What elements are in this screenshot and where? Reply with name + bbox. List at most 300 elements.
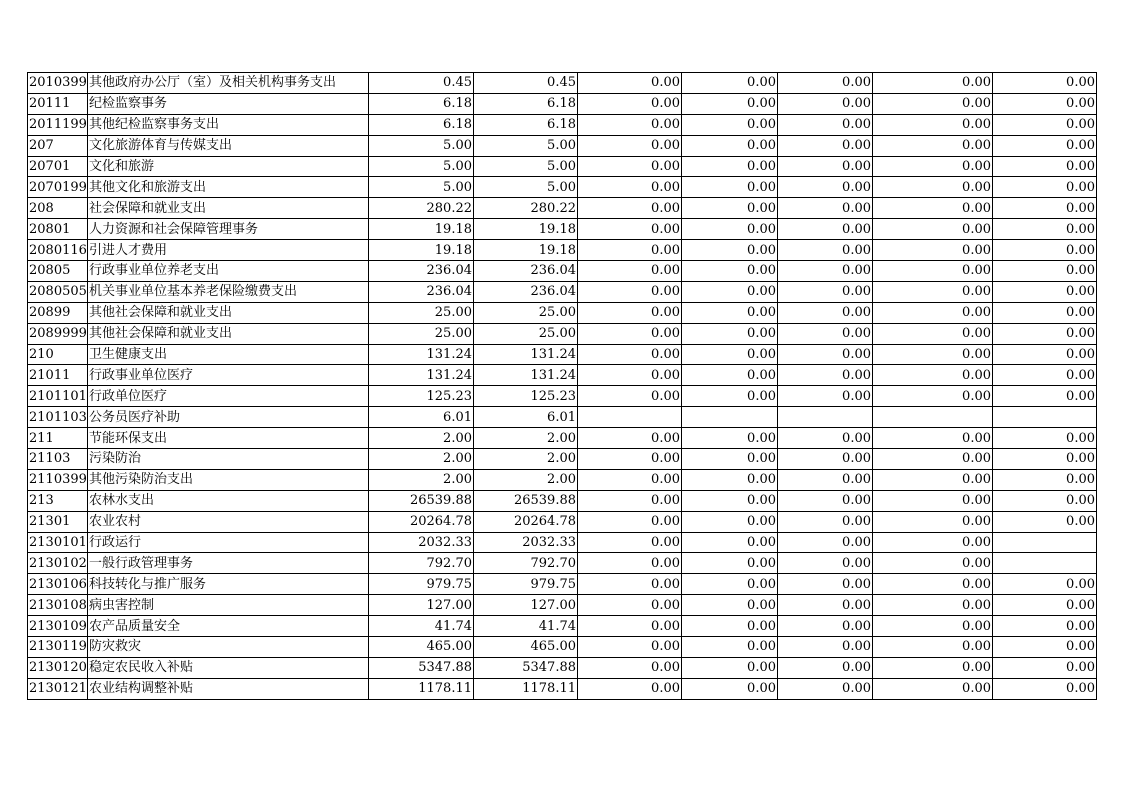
subject-code-cell: 2130120 (28, 657, 88, 678)
subject-name-cell: 行政单位医疗 (88, 386, 369, 407)
amount-cell: 0.00 (682, 574, 778, 595)
subject-name-cell: 其他社会保障和就业支出 (88, 323, 369, 344)
amount-cell: 236.04 (474, 261, 578, 282)
amount-cell: 0.00 (993, 261, 1097, 282)
amount-cell: 792.70 (474, 553, 578, 574)
amount-cell: 0.00 (778, 156, 873, 177)
subject-code-cell: 2080505 (28, 281, 88, 302)
subject-name-cell: 科技转化与推广服务 (88, 574, 369, 595)
amount-cell: 0.00 (578, 219, 682, 240)
amount-cell: 0.00 (578, 532, 682, 553)
amount-cell: 41.74 (474, 616, 578, 637)
amount-cell: 0.00 (682, 678, 778, 699)
amount-cell: 0.00 (578, 595, 682, 616)
amount-cell: 465.00 (474, 637, 578, 658)
amount-cell: 0.00 (778, 616, 873, 637)
amount-cell: 6.18 (369, 93, 474, 114)
amount-cell: 0.00 (993, 657, 1097, 678)
amount-cell: 0.00 (873, 553, 993, 574)
amount-cell: 0.00 (778, 637, 873, 658)
amount-cell: 25.00 (474, 302, 578, 323)
amount-cell: 5347.88 (369, 657, 474, 678)
amount-cell: 0.00 (682, 637, 778, 658)
amount-cell: 0.00 (993, 637, 1097, 658)
table-row (28, 156, 1097, 177)
amount-cell: 0.00 (578, 511, 682, 532)
amount-cell: 0.00 (778, 678, 873, 699)
amount-cell: 0.00 (993, 302, 1097, 323)
amount-cell: 0.00 (682, 93, 778, 114)
amount-cell: 5.00 (474, 135, 578, 156)
amount-cell: 0.00 (993, 469, 1097, 490)
subject-code-cell: 2089999 (28, 323, 88, 344)
amount-cell: 0.00 (578, 490, 682, 511)
amount-cell: 0.00 (873, 73, 993, 94)
amount-cell: 0.00 (682, 616, 778, 637)
subject-code-cell: 2130108 (28, 595, 88, 616)
amount-cell: 0.00 (682, 365, 778, 386)
amount-cell: 0.00 (993, 114, 1097, 135)
table-row (28, 114, 1097, 135)
amount-cell (578, 407, 682, 428)
amount-cell: 5.00 (369, 177, 474, 198)
amount-cell: 0.00 (993, 678, 1097, 699)
amount-cell: 0.00 (578, 323, 682, 344)
table-row (28, 135, 1097, 156)
amount-cell: 0.00 (778, 219, 873, 240)
amount-cell: 0.00 (778, 302, 873, 323)
amount-cell: 0.00 (778, 135, 873, 156)
subject-code-cell: 2011199 (28, 114, 88, 135)
table-row (28, 261, 1097, 282)
table-row (28, 428, 1097, 449)
subject-name-cell: 一般行政管理事务 (88, 553, 369, 574)
subject-name-cell: 病虫害控制 (88, 595, 369, 616)
amount-cell: 0.00 (778, 532, 873, 553)
amount-cell: 0.00 (778, 574, 873, 595)
table-row (28, 177, 1097, 198)
amount-cell: 25.00 (369, 302, 474, 323)
amount-cell: 0.00 (682, 595, 778, 616)
amount-cell: 0.00 (873, 616, 993, 637)
subject-code-cell: 2010399 (28, 73, 88, 94)
amount-cell: 0.00 (578, 73, 682, 94)
budget-expenditure-table (27, 72, 1097, 700)
amount-cell: 0.00 (578, 240, 682, 261)
amount-cell: 0.00 (578, 637, 682, 658)
table-row (28, 198, 1097, 219)
amount-cell: 0.00 (778, 323, 873, 344)
amount-cell: 125.23 (369, 386, 474, 407)
amount-cell: 0.00 (993, 344, 1097, 365)
amount-cell: 0.00 (682, 386, 778, 407)
amount-cell: 0.00 (993, 428, 1097, 449)
amount-cell: 0.00 (993, 93, 1097, 114)
amount-cell: 0.45 (369, 73, 474, 94)
amount-cell: 236.04 (369, 281, 474, 302)
amount-cell: 0.00 (578, 616, 682, 637)
amount-cell: 0.00 (778, 114, 873, 135)
table-row (28, 616, 1097, 637)
amount-cell: 127.00 (474, 595, 578, 616)
amount-cell: 125.23 (474, 386, 578, 407)
amount-cell: 0.00 (993, 386, 1097, 407)
subject-code-cell: 21301 (28, 511, 88, 532)
amount-cell: 26539.88 (474, 490, 578, 511)
amount-cell: 0.00 (873, 198, 993, 219)
amount-cell: 0.00 (682, 135, 778, 156)
amount-cell: 0.00 (578, 177, 682, 198)
amount-cell: 0.00 (873, 156, 993, 177)
amount-cell: 0.00 (873, 595, 993, 616)
subject-code-cell: 2130109 (28, 616, 88, 637)
amount-cell: 0.00 (873, 469, 993, 490)
amount-cell: 5.00 (369, 156, 474, 177)
subject-name-cell: 公务员医疗补助 (88, 407, 369, 428)
amount-cell (993, 532, 1097, 553)
amount-cell: 0.00 (873, 281, 993, 302)
subject-name-cell: 人力资源和社会保障管理事务 (88, 219, 369, 240)
amount-cell: 6.18 (369, 114, 474, 135)
amount-cell: 2.00 (474, 469, 578, 490)
amount-cell: 0.00 (873, 135, 993, 156)
amount-cell: 41.74 (369, 616, 474, 637)
table-row (28, 469, 1097, 490)
subject-code-cell: 211 (28, 428, 88, 449)
amount-cell: 0.00 (873, 428, 993, 449)
subject-code-cell: 20899 (28, 302, 88, 323)
amount-cell: 5.00 (474, 156, 578, 177)
amount-cell: 131.24 (369, 344, 474, 365)
amount-cell: 0.00 (993, 511, 1097, 532)
amount-cell: 0.00 (682, 657, 778, 678)
amount-cell: 0.00 (993, 490, 1097, 511)
amount-cell: 0.00 (578, 428, 682, 449)
subject-code-cell: 2130102 (28, 553, 88, 574)
amount-cell: 0.00 (873, 386, 993, 407)
subject-code-cell: 2101103 (28, 407, 88, 428)
subject-name-cell: 引进人才费用 (88, 240, 369, 261)
subject-code-cell: 2080116 (28, 240, 88, 261)
subject-name-cell: 行政运行 (88, 532, 369, 553)
subject-name-cell: 其他纪检监察事务支出 (88, 114, 369, 135)
amount-cell: 6.18 (474, 114, 578, 135)
amount-cell: 0.00 (873, 657, 993, 678)
subject-name-cell: 文化旅游体育与传媒支出 (88, 135, 369, 156)
subject-code-cell: 21103 (28, 449, 88, 470)
subject-code-cell: 20805 (28, 261, 88, 282)
amount-cell: 0.00 (578, 574, 682, 595)
amount-cell: 0.00 (993, 365, 1097, 386)
amount-cell: 0.00 (873, 490, 993, 511)
amount-cell: 0.00 (682, 114, 778, 135)
amount-cell (682, 407, 778, 428)
table-row (28, 73, 1097, 94)
amount-cell: 0.00 (778, 261, 873, 282)
amount-cell: 0.00 (682, 428, 778, 449)
subject-name-cell: 社会保障和就业支出 (88, 198, 369, 219)
subject-code-cell: 20801 (28, 219, 88, 240)
subject-code-cell: 207 (28, 135, 88, 156)
amount-cell: 0.00 (578, 678, 682, 699)
amount-cell: 0.00 (682, 449, 778, 470)
subject-code-cell: 2070199 (28, 177, 88, 198)
amount-cell: 280.22 (369, 198, 474, 219)
amount-cell: 0.00 (993, 135, 1097, 156)
subject-code-cell: 2101101 (28, 386, 88, 407)
subject-name-cell: 行政事业单位养老支出 (88, 261, 369, 282)
amount-cell: 0.00 (778, 449, 873, 470)
amount-cell (993, 407, 1097, 428)
amount-cell: 20264.78 (474, 511, 578, 532)
amount-cell: 2.00 (474, 428, 578, 449)
amount-cell: 0.00 (993, 616, 1097, 637)
subject-name-cell: 防灾救灾 (88, 637, 369, 658)
table-row (28, 532, 1097, 553)
amount-cell: 0.00 (873, 261, 993, 282)
amount-cell: 0.00 (778, 344, 873, 365)
amount-cell: 979.75 (369, 574, 474, 595)
subject-code-cell: 20701 (28, 156, 88, 177)
amount-cell: 280.22 (474, 198, 578, 219)
amount-cell: 0.00 (682, 198, 778, 219)
amount-cell: 0.00 (993, 177, 1097, 198)
subject-code-cell: 208 (28, 198, 88, 219)
subject-name-cell: 农林水支出 (88, 490, 369, 511)
amount-cell: 0.00 (993, 73, 1097, 94)
amount-cell: 0.00 (778, 428, 873, 449)
amount-cell: 0.00 (873, 93, 993, 114)
amount-cell: 6.01 (369, 407, 474, 428)
amount-cell: 0.00 (778, 177, 873, 198)
amount-cell: 0.00 (993, 240, 1097, 261)
amount-cell: 0.00 (682, 281, 778, 302)
table-row (28, 365, 1097, 386)
subject-code-cell: 20111 (28, 93, 88, 114)
amount-cell: 0.00 (873, 323, 993, 344)
amount-cell: 0.00 (778, 198, 873, 219)
amount-cell: 0.00 (682, 490, 778, 511)
amount-cell: 127.00 (369, 595, 474, 616)
amount-cell: 0.00 (873, 637, 993, 658)
amount-cell: 6.01 (474, 407, 578, 428)
subject-code-cell: 213 (28, 490, 88, 511)
amount-cell: 0.00 (578, 469, 682, 490)
amount-cell: 131.24 (474, 344, 578, 365)
amount-cell: 20264.78 (369, 511, 474, 532)
amount-cell: 0.00 (993, 595, 1097, 616)
amount-cell: 2.00 (474, 449, 578, 470)
amount-cell (873, 407, 993, 428)
amount-cell: 0.00 (873, 449, 993, 470)
amount-cell: 25.00 (474, 323, 578, 344)
amount-cell: 0.00 (578, 281, 682, 302)
subject-code-cell: 21011 (28, 365, 88, 386)
table-body (28, 73, 1097, 700)
amount-cell: 0.00 (778, 657, 873, 678)
amount-cell: 0.00 (578, 198, 682, 219)
subject-code-cell: 2110399 (28, 469, 88, 490)
amount-cell: 131.24 (369, 365, 474, 386)
amount-cell: 5347.88 (474, 657, 578, 678)
amount-cell: 2032.33 (369, 532, 474, 553)
amount-cell: 1178.11 (369, 678, 474, 699)
table-row (28, 595, 1097, 616)
amount-cell: 0.00 (873, 114, 993, 135)
amount-cell: 19.18 (474, 240, 578, 261)
amount-cell: 0.00 (873, 678, 993, 699)
amount-cell: 19.18 (369, 219, 474, 240)
table-row (28, 386, 1097, 407)
amount-cell: 0.45 (474, 73, 578, 94)
amount-cell: 0.00 (778, 73, 873, 94)
amount-cell: 0.00 (578, 135, 682, 156)
subject-name-cell: 其他污染防治支出 (88, 469, 369, 490)
amount-cell: 0.00 (682, 344, 778, 365)
table-row (28, 678, 1097, 699)
amount-cell: 0.00 (778, 469, 873, 490)
amount-cell: 2.00 (369, 449, 474, 470)
amount-cell: 0.00 (578, 449, 682, 470)
amount-cell: 6.18 (474, 93, 578, 114)
amount-cell: 19.18 (369, 240, 474, 261)
amount-cell: 0.00 (778, 240, 873, 261)
amount-cell: 0.00 (578, 386, 682, 407)
amount-cell: 0.00 (578, 302, 682, 323)
amount-cell: 0.00 (778, 93, 873, 114)
amount-cell: 2.00 (369, 428, 474, 449)
subject-name-cell: 稳定农民收入补贴 (88, 657, 369, 678)
amount-cell: 0.00 (993, 198, 1097, 219)
table-row (28, 323, 1097, 344)
subject-code-cell: 2130121 (28, 678, 88, 699)
table-row (28, 302, 1097, 323)
amount-cell: 979.75 (474, 574, 578, 595)
table-row (28, 240, 1097, 261)
amount-cell: 0.00 (993, 449, 1097, 470)
amount-cell: 0.00 (993, 574, 1097, 595)
amount-cell: 0.00 (778, 281, 873, 302)
amount-cell: 0.00 (993, 323, 1097, 344)
amount-cell: 0.00 (578, 553, 682, 574)
amount-cell: 0.00 (682, 240, 778, 261)
amount-cell: 0.00 (873, 219, 993, 240)
subject-name-cell: 农产品质量安全 (88, 616, 369, 637)
subject-name-cell: 纪检监察事务 (88, 93, 369, 114)
amount-cell: 0.00 (682, 532, 778, 553)
amount-cell: 0.00 (873, 532, 993, 553)
amount-cell: 1178.11 (474, 678, 578, 699)
amount-cell: 0.00 (873, 302, 993, 323)
amount-cell: 0.00 (682, 156, 778, 177)
amount-cell: 0.00 (873, 574, 993, 595)
amount-cell: 0.00 (778, 386, 873, 407)
amount-cell: 0.00 (993, 156, 1097, 177)
table-row (28, 219, 1097, 240)
subject-name-cell: 其他政府办公厅（室）及相关机构事务支出 (88, 73, 369, 94)
amount-cell: 0.00 (873, 177, 993, 198)
subject-name-cell: 农业农村 (88, 511, 369, 532)
table-row (28, 657, 1097, 678)
amount-cell: 0.00 (682, 323, 778, 344)
subject-name-cell: 其他文化和旅游支出 (88, 177, 369, 198)
amount-cell: 0.00 (578, 365, 682, 386)
amount-cell: 0.00 (682, 261, 778, 282)
table-row (28, 637, 1097, 658)
amount-cell: 5.00 (474, 177, 578, 198)
amount-cell: 0.00 (578, 344, 682, 365)
table-row (28, 511, 1097, 532)
table-row (28, 281, 1097, 302)
amount-cell: 0.00 (682, 177, 778, 198)
subject-name-cell: 行政事业单位医疗 (88, 365, 369, 386)
amount-cell: 236.04 (474, 281, 578, 302)
subject-name-cell: 其他社会保障和就业支出 (88, 302, 369, 323)
table-row (28, 490, 1097, 511)
subject-name-cell: 卫生健康支出 (88, 344, 369, 365)
amount-cell: 0.00 (578, 261, 682, 282)
amount-cell: 0.00 (873, 365, 993, 386)
table-row (28, 553, 1097, 574)
amount-cell (778, 407, 873, 428)
subject-name-cell: 污染防治 (88, 449, 369, 470)
amount-cell: 5.00 (369, 135, 474, 156)
amount-cell: 26539.88 (369, 490, 474, 511)
amount-cell: 0.00 (778, 490, 873, 511)
amount-cell: 0.00 (682, 469, 778, 490)
amount-cell: 0.00 (873, 344, 993, 365)
amount-cell: 2032.33 (474, 532, 578, 553)
amount-cell: 0.00 (578, 156, 682, 177)
subject-code-cell: 2130101 (28, 532, 88, 553)
amount-cell: 0.00 (778, 365, 873, 386)
table-row (28, 449, 1097, 470)
amount-cell: 2.00 (369, 469, 474, 490)
subject-code-cell: 2130119 (28, 637, 88, 658)
amount-cell: 465.00 (369, 637, 474, 658)
amount-cell (993, 553, 1097, 574)
amount-cell: 19.18 (474, 219, 578, 240)
table-row (28, 344, 1097, 365)
table-row (28, 407, 1097, 428)
amount-cell: 25.00 (369, 323, 474, 344)
amount-cell: 0.00 (873, 511, 993, 532)
amount-cell: 0.00 (682, 73, 778, 94)
amount-cell: 0.00 (682, 553, 778, 574)
amount-cell: 0.00 (778, 595, 873, 616)
amount-cell: 0.00 (778, 511, 873, 532)
subject-name-cell: 文化和旅游 (88, 156, 369, 177)
amount-cell: 0.00 (873, 240, 993, 261)
amount-cell: 792.70 (369, 553, 474, 574)
amount-cell: 0.00 (682, 219, 778, 240)
subject-code-cell: 2130106 (28, 574, 88, 595)
amount-cell: 236.04 (369, 261, 474, 282)
amount-cell: 131.24 (474, 365, 578, 386)
table-row (28, 574, 1097, 595)
amount-cell: 0.00 (578, 93, 682, 114)
amount-cell: 0.00 (578, 114, 682, 135)
amount-cell: 0.00 (682, 511, 778, 532)
amount-cell: 0.00 (778, 553, 873, 574)
amount-cell: 0.00 (993, 281, 1097, 302)
subject-name-cell: 机关事业单位基本养老保险缴费支出 (88, 281, 369, 302)
subject-name-cell: 节能环保支出 (88, 428, 369, 449)
amount-cell: 0.00 (578, 657, 682, 678)
table-row (28, 93, 1097, 114)
amount-cell: 0.00 (993, 219, 1097, 240)
subject-name-cell: 农业结构调整补贴 (88, 678, 369, 699)
